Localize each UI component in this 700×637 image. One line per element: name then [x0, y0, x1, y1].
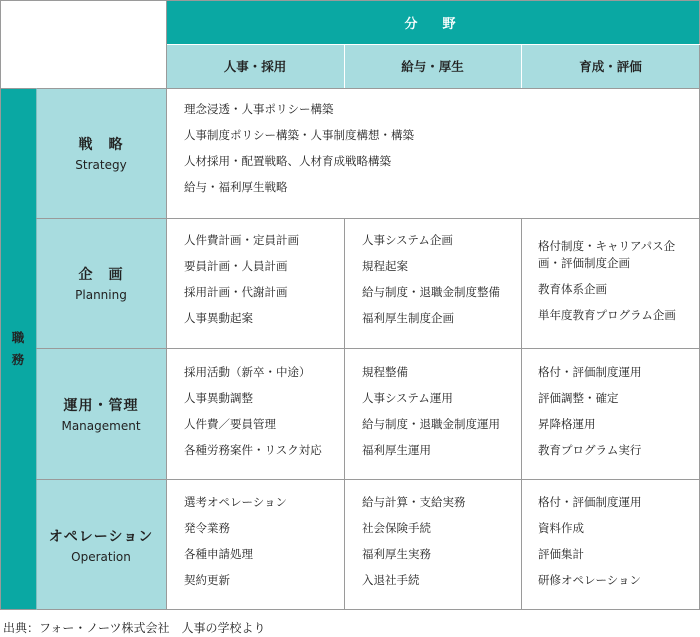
- list-item: 人事異動起案: [184, 311, 253, 325]
- list-item: 福利厚生制度企画: [362, 311, 454, 325]
- grid-line: [166, 44, 700, 45]
- operation-payroll-cell: [362, 494, 517, 598]
- management-payroll-cell: [362, 364, 517, 468]
- management-hr-cell: [184, 364, 339, 468]
- column-header-development-evaluation: 育成・評価: [521, 44, 700, 88]
- list-item: 選考オペレーション: [184, 495, 288, 509]
- grid-line: [521, 218, 522, 610]
- duty-side-label: 職 務: [0, 88, 36, 610]
- grid-line: [36, 479, 700, 480]
- planning-payroll-cell: [362, 232, 517, 336]
- list-item: 格付・評価制度運用: [538, 495, 642, 509]
- row-label-strategy: 戦 略 Strategy: [36, 88, 166, 218]
- list-item: 人事制度ポリシー構築・人事制度構想・構築: [184, 128, 414, 142]
- list-item: 評価調整・確定: [538, 391, 619, 405]
- list-item: 人材採用・配置戦略、人材育成戦略構築: [184, 154, 391, 168]
- strategy-merged-cell: [184, 101, 684, 211]
- grid-line: [344, 44, 345, 88]
- list-item: 格付・評価制度運用: [538, 365, 642, 379]
- source-caption: 出典：フォー・ノーツ株式会社 人事の学校より: [3, 621, 266, 635]
- list-item: 給与制度・退職金制度運用: [362, 417, 500, 431]
- list-item: 規程起案: [362, 259, 408, 273]
- list-item: 人事システム企画: [362, 233, 453, 247]
- list-item: 単年度教育プログラム企画: [538, 308, 676, 322]
- field-header-label: 分 野: [404, 16, 462, 32]
- field-header: [166, 0, 700, 44]
- list-item: 給与計算・支給実務: [362, 495, 466, 509]
- row-label-planning: 企 画 Planning: [36, 218, 166, 348]
- list-item: 資料作成: [538, 521, 584, 535]
- list-item: 社会保険手続: [362, 521, 431, 535]
- list-item: 規程整備: [362, 365, 408, 379]
- list-item: 理念浸透・人事ポリシー構築: [184, 102, 334, 116]
- list-item: 要員計画・人員計画: [184, 259, 288, 273]
- list-item: 福利厚生実務: [362, 547, 431, 561]
- column-header-hr-recruitment: 人事・採用: [166, 44, 344, 88]
- list-item: 教育体系企画: [538, 282, 607, 296]
- management-development-cell: [538, 364, 694, 468]
- list-item: 契約更新: [184, 573, 230, 587]
- row-label-operation: オペレーション Operation: [36, 479, 166, 610]
- list-item: 昇降格運用: [538, 417, 596, 431]
- list-item: 人事システム運用: [362, 391, 453, 405]
- list-item: 人事異動調整: [184, 391, 253, 405]
- grid-line: [521, 44, 522, 88]
- grid-line: [0, 0, 1, 610]
- list-item: 格付制度・キャリアパス企画・評価制度企画: [538, 239, 676, 270]
- grid-line: [0, 609, 700, 610]
- list-item: 福利厚生運用: [362, 443, 431, 457]
- list-item: 採用計画・代謝計画: [184, 285, 288, 299]
- grid-line: [0, 0, 700, 1]
- corner-cell: [0, 0, 166, 88]
- column-header-payroll-welfare: 給与・厚生: [344, 44, 521, 88]
- list-item: 給与・福利厚生戦略: [184, 180, 288, 194]
- row-label-management: 運用・管理 Management: [36, 348, 166, 479]
- operation-hr-cell: [184, 494, 339, 598]
- planning-development-cell: [538, 238, 694, 333]
- operation-development-cell: [538, 494, 694, 598]
- list-item: 給与制度・退職金制度整備: [362, 285, 500, 299]
- grid-line: [36, 218, 700, 219]
- grid-line: [36, 88, 37, 610]
- list-item: 各種申請処理: [184, 547, 253, 561]
- planning-hr-cell: [184, 232, 339, 336]
- grid-line: [344, 218, 345, 610]
- list-item: 各種労務案件・リスク対応: [184, 443, 322, 457]
- list-item: 教育プログラム実行: [538, 443, 642, 457]
- list-item: 人件費計画・定員計画: [184, 233, 299, 247]
- list-item: 入退社手続: [362, 573, 420, 587]
- list-item: 採用活動（新卒・中途）: [184, 365, 311, 379]
- list-item: 人件費／要員管理: [184, 417, 276, 431]
- grid-line: [36, 348, 700, 349]
- grid-line: [166, 0, 167, 610]
- list-item: 評価集計: [538, 547, 584, 561]
- grid-line: [0, 88, 700, 89]
- list-item: 発令業務: [184, 521, 230, 535]
- list-item: 研修オペレーション: [538, 573, 642, 587]
